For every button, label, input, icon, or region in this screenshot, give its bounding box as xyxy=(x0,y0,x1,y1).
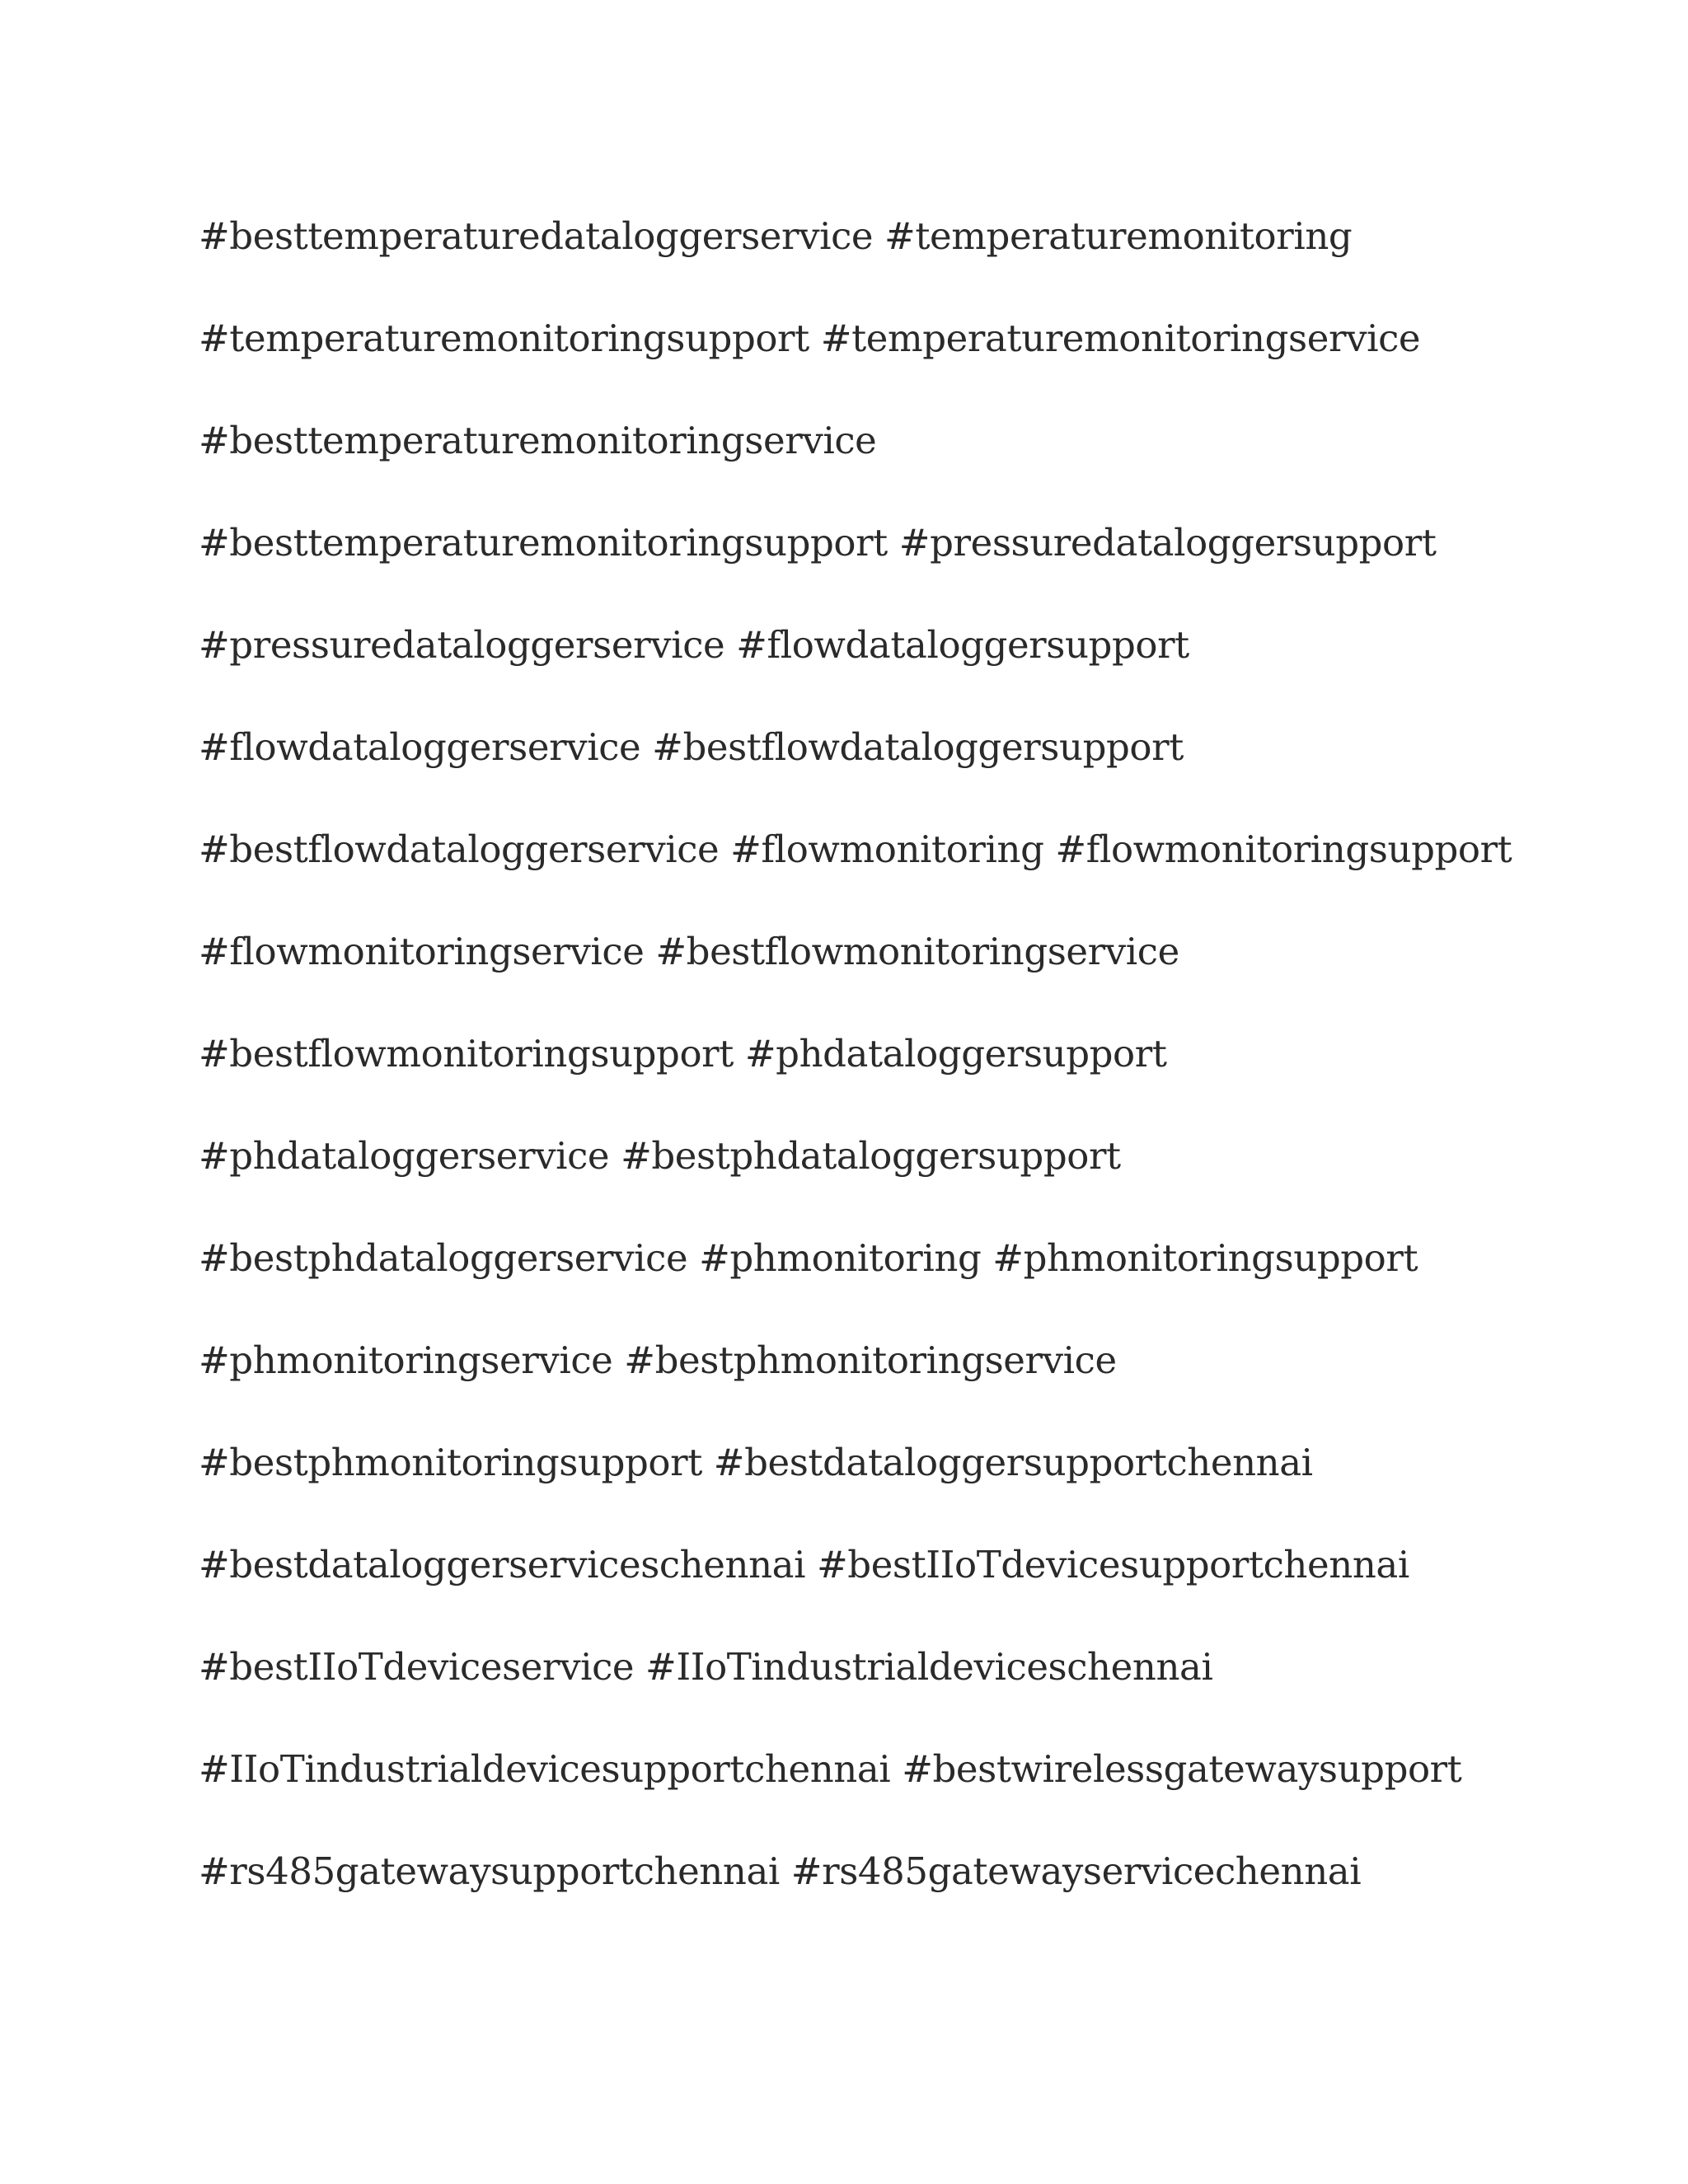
text-line-17: #rs485gatewaysupportchennai #rs485gatewayservicechennai xyxy=(199,1849,1362,1893)
hashtag-text-block xyxy=(199,185,1550,1923)
text-line-7: #bestflowdataloggerservice #flowmonitoring #flowmonitoringsupport xyxy=(199,827,1512,871)
text-line-1: #besttemperaturedataloggerservice #temperaturemonitoring xyxy=(199,214,1353,258)
text-line-10: #phdataloggerservice #bestphdataloggersupport xyxy=(199,1134,1121,1178)
text-line-2: #temperaturemonitoringsupport #temperaturemonitoringservice xyxy=(199,316,1421,360)
text-line-16: #IIoTindustrialdevicesupportchennai #bestwirelessgatewaysupport xyxy=(199,1747,1462,1791)
text-line-14: #bestdataloggerserviceschennai #bestIIoTdevicesupportchennai xyxy=(199,1543,1409,1586)
text-line-15: #bestIIoTdeviceservice #IIoTindustrialdeviceschennai xyxy=(199,1645,1213,1689)
text-line-9: #bestflowmonitoringsupport #phdataloggersupport xyxy=(199,1032,1167,1076)
text-line-13: #bestphmonitoringsupport #bestdataloggersupportchennai xyxy=(199,1441,1313,1484)
text-line-12: #phmonitoringservice #bestphmonitoringservice xyxy=(199,1338,1117,1382)
text-line-8: #flowmonitoringservice #bestflowmonitoringservice xyxy=(199,930,1179,973)
text-line-3: #besttemperaturemonitoringservice xyxy=(199,419,877,462)
text-line-4: #besttemperaturemonitoringsupport #pressuredataloggersupport xyxy=(199,521,1437,565)
text-line-5: #pressuredataloggerservice #flowdataloggersupport xyxy=(199,623,1189,667)
text-line-6: #flowdataloggerservice #bestflowdataloggersupport xyxy=(199,725,1184,769)
text-line-11: #bestphdataloggerservice #phmonitoring #phmonitoringsupport xyxy=(199,1236,1418,1280)
